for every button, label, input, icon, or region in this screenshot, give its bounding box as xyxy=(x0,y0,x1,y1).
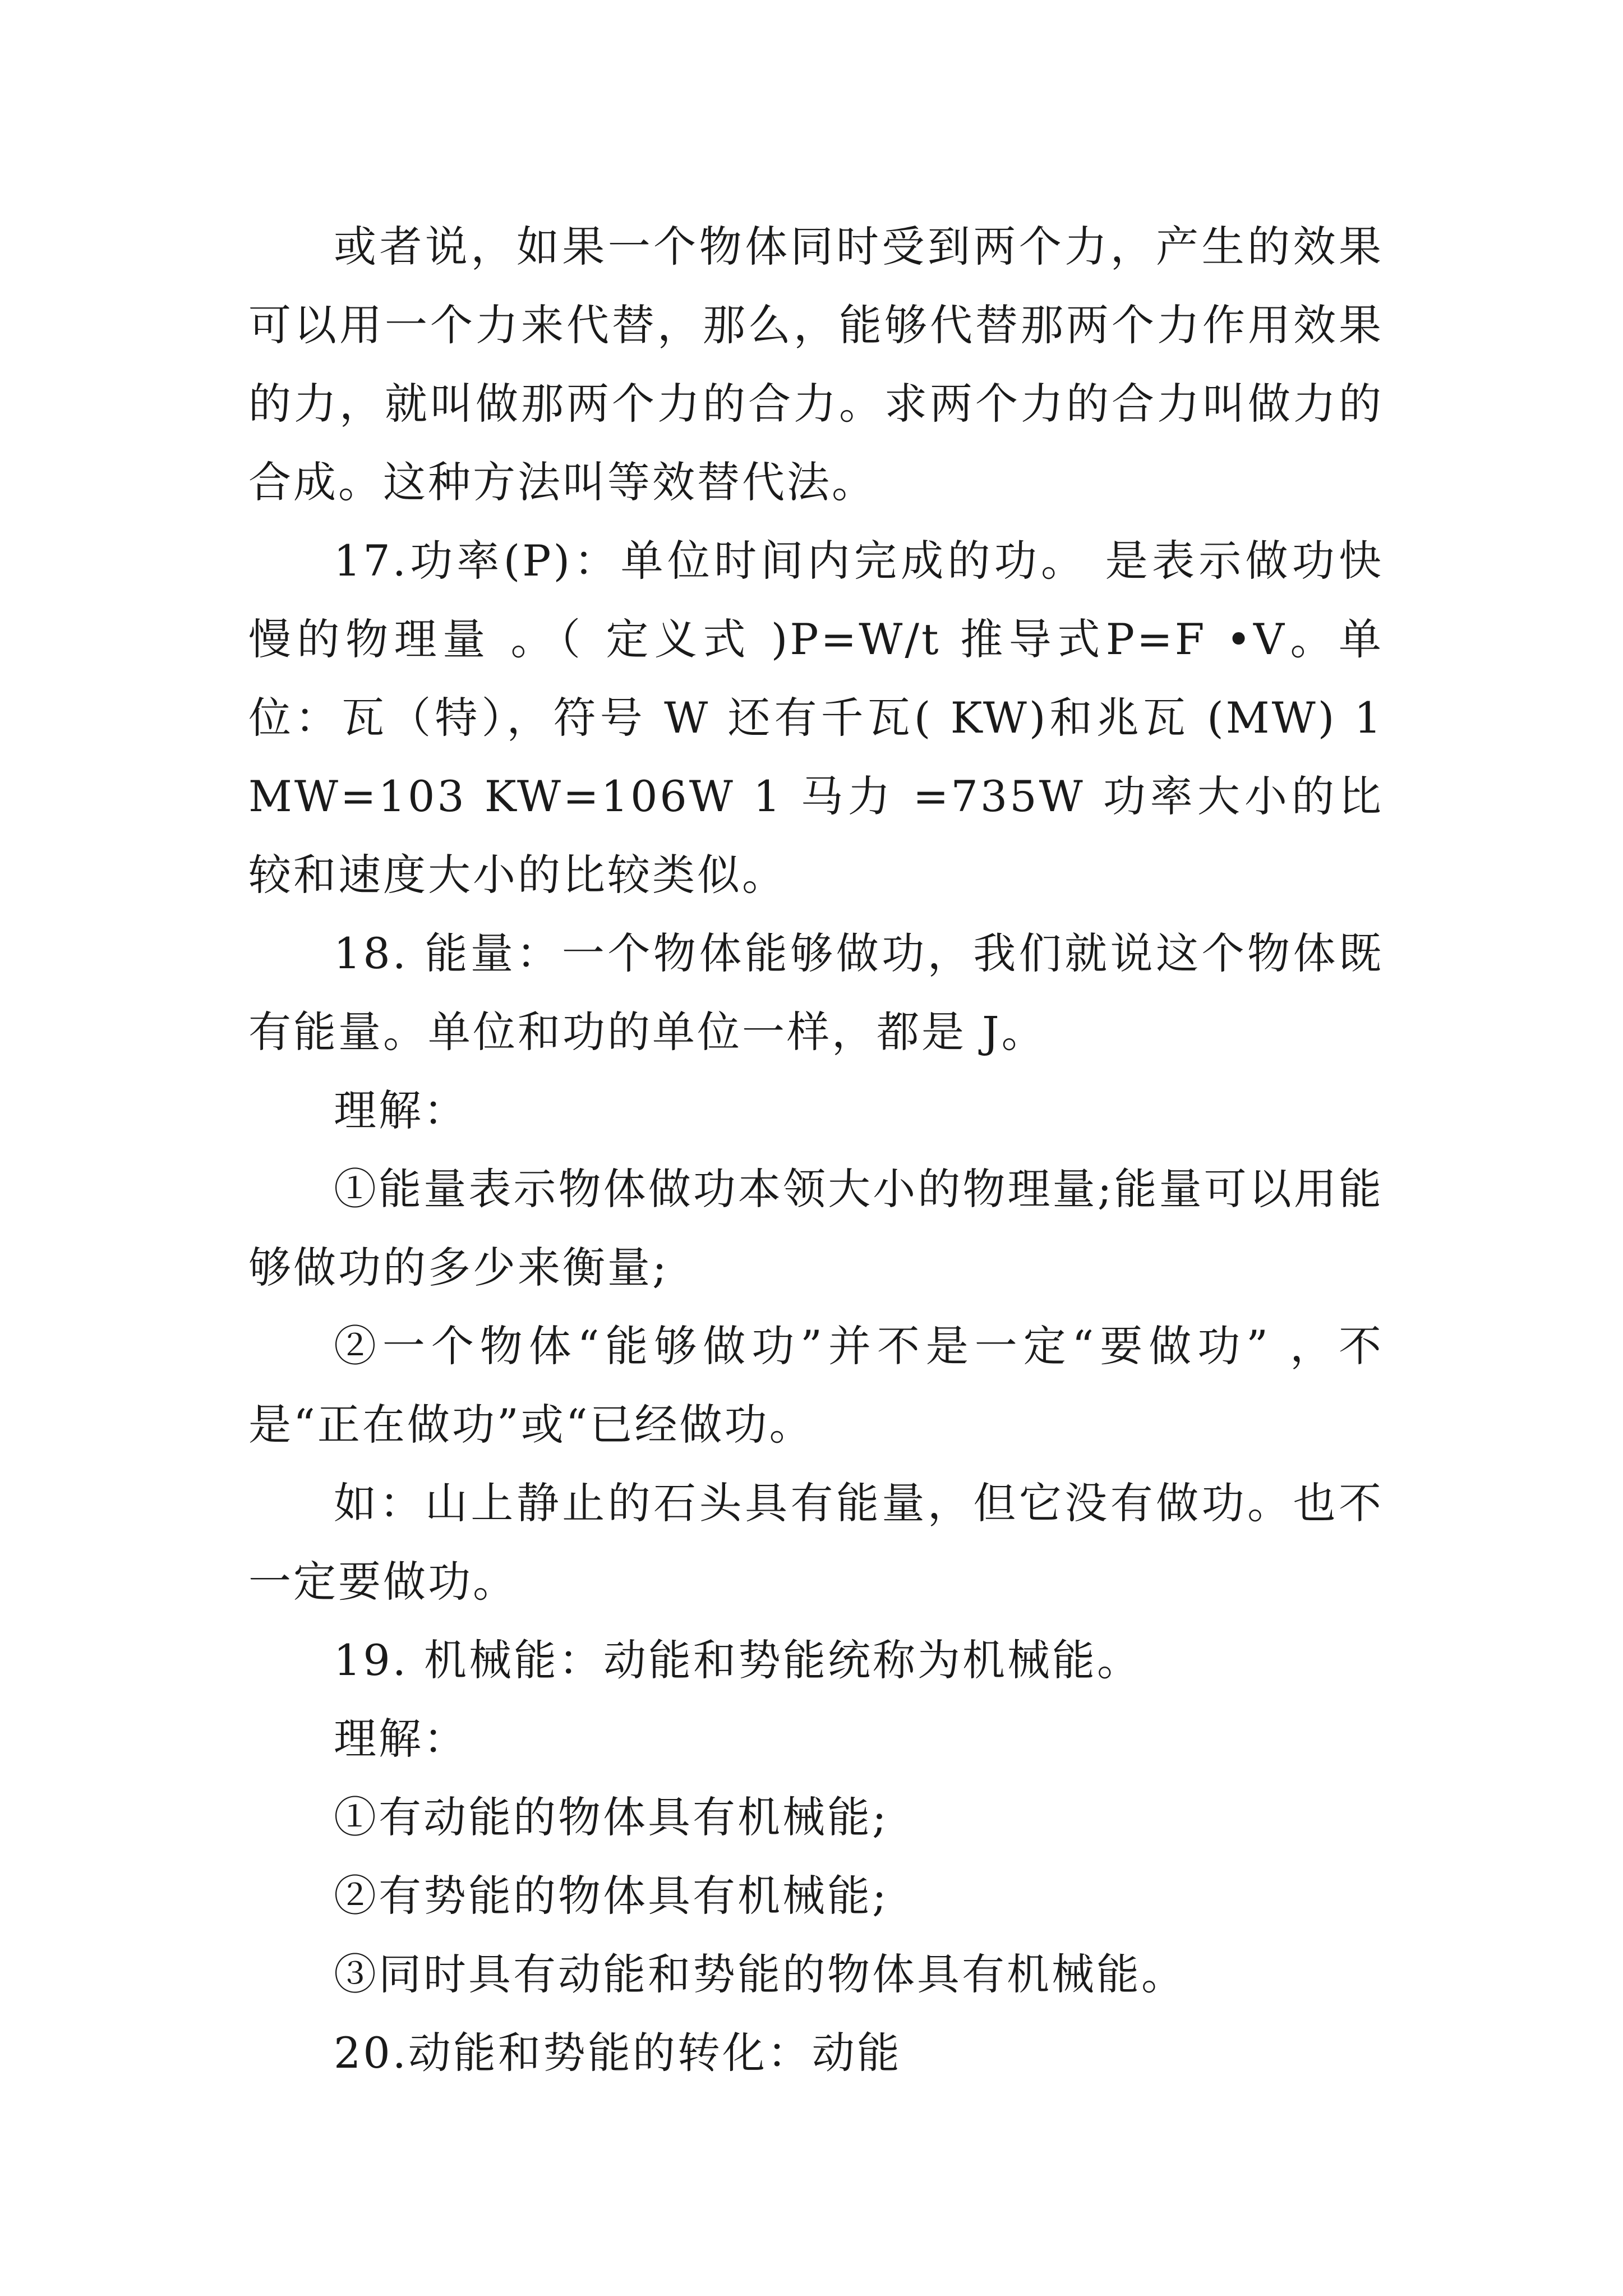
paragraph-resultant-force: 或者说，如果一个物体同时受到两个力，产生的效果可以用一个力来代替，那么，能够代替那两个力作用效果的力，就叫做那两个力的合力。求两个力的合力叫做力的合成。这种方法叫等效替代法。 xyxy=(248,222,1384,507)
paragraph-energy-point-1: ①能量表示物体做功本领大小的物理量;能量可以用能够做功的多少来衡量; xyxy=(248,1164,1384,1292)
body-text xyxy=(248,208,1384,2092)
paragraph-mechanical-energy: 19. 机械能：动能和势能统称为机械能。 xyxy=(334,1635,1142,1685)
paragraph-mechanical-point-3: ③同时具有动能和势能的物体具有机械能。 xyxy=(334,1949,1186,1999)
paragraph-understanding-heading: 理解： xyxy=(334,1085,468,1135)
paragraph-energy-example: 如：山上静止的石头具有能量，但它没有做功。也不一定要做功。 xyxy=(248,1478,1384,1607)
paragraph-mechanical-point-1: ①有动能的物体具有机械能; xyxy=(334,1792,889,1842)
paragraph-power: 17.功率(P)：单位时间内完成的功。 是表示做功快慢的物理量 。（ 定义式 )P=W/t 推导式P=F •V。单位：瓦（特），符号 W 还有千瓦( KW)和兆瓦 (MW) 1 MW=103 KW=106W 1 马力 =735W 功率大小的比较和速度大小的比较类似。 xyxy=(248,536,1384,900)
paragraph-mechanical-point-2: ②有势能的物体具有机械能; xyxy=(334,1871,889,1921)
paragraph-energy-point-2: ②一个物体“能够做功”并不是一定“要做功” ，不是“正在做功”或“已经做功。 xyxy=(248,1321,1384,1450)
paragraph-energy: 18. 能量：一个物体能够做功，我们就说这个物体既有能量。单位和功的单位一样，都是 J。 xyxy=(248,928,1384,1057)
paragraph-understanding-heading-2: 理解： xyxy=(334,1714,468,1764)
paragraph-energy-conversion: 20.动能和势能的转化：动能 xyxy=(334,2028,902,2078)
